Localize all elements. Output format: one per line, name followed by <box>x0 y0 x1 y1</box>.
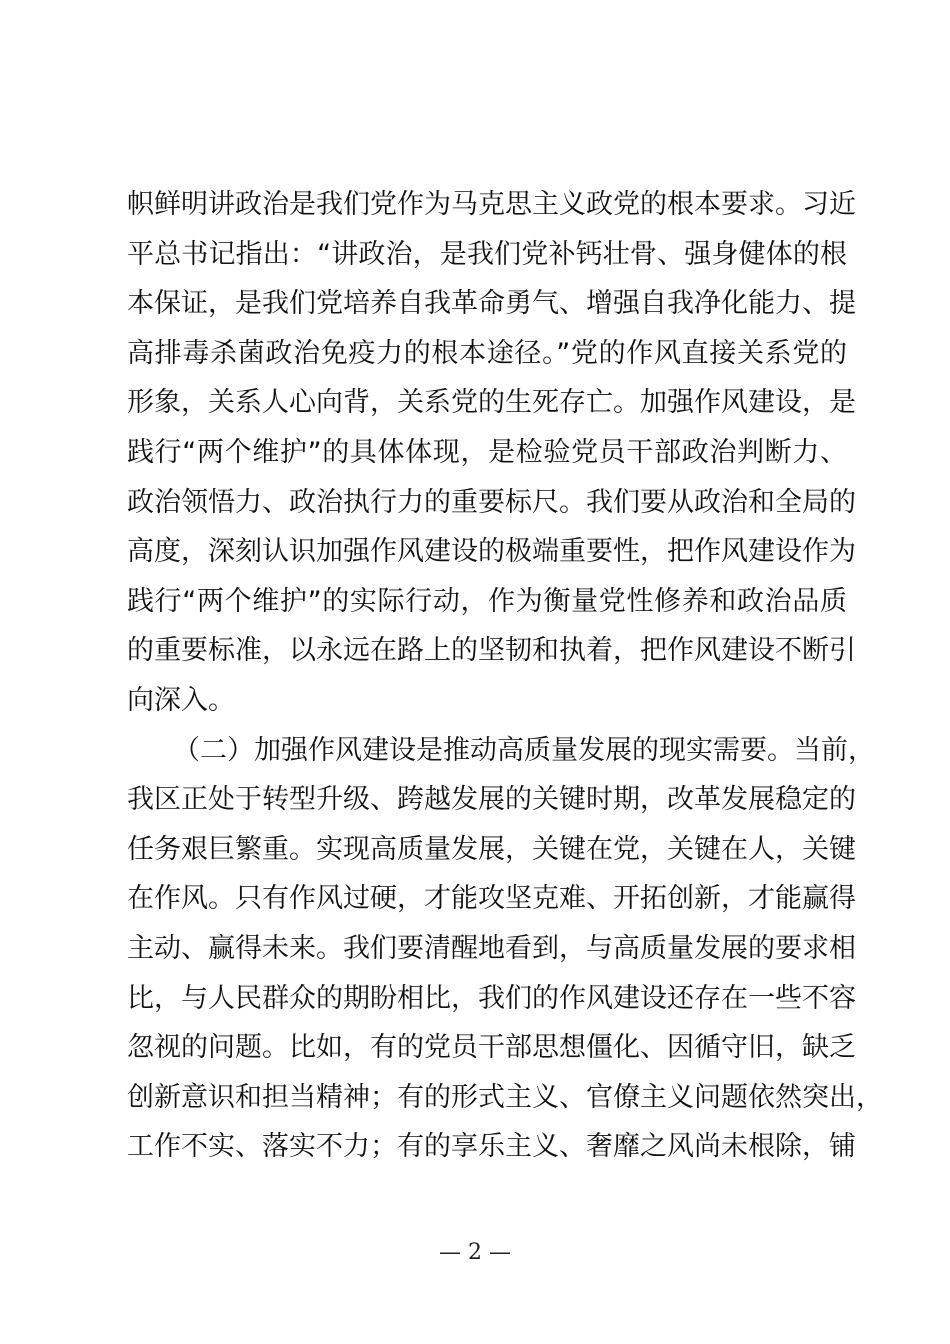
text-line: 任务艰巨繁重。实现高质量发展，关键在党，关键在人，关键 <box>127 833 856 865</box>
text-line: 高排毒杀菌政治免疫力的根本途径。”党的作风直接关系党的 <box>127 337 847 369</box>
paragraph <box>127 726 883 1172</box>
text-line: 向深入。 <box>127 684 235 716</box>
text-line: 践行“两个维护”的实际行动，作为衡量党性修养和政治品质 <box>127 585 847 617</box>
text-line: 形象，关系人心向背，关系党的生死存亡。加强作风建设，是 <box>127 387 856 419</box>
section-heading-line: （二）加强作风建设是推动高质量发展的现实需要。当前， <box>173 734 875 766</box>
text-line: 主动、赢得未来。我们要清醒地看到，与高质量发展的要求相 <box>127 932 856 964</box>
text-line: 在作风。只有作风过硬，才能攻坚克难、开拓创新，才能赢得 <box>127 883 856 915</box>
text-line: 比，与人民群众的期盼相比，我们的作风建设还存在一些不容 <box>127 982 856 1014</box>
text-line: 创新意识和担当精神；有的形式主义、官僚主义问题依然突出， <box>127 1081 883 1113</box>
paragraph <box>127 180 856 726</box>
text-line: 本保证，是我们党培养自我革命勇气、增强自我净化能力、提 <box>127 288 856 320</box>
text-line: 帜鲜明讲政治是我们党作为马克思主义政党的根本要求。习近 <box>127 189 856 220</box>
text-line: 平总书记指出：“讲政治，是我们党补钙壮骨、强身健体的根 <box>127 238 847 270</box>
text-line: 我区正处于转型升级、跨越发展的关键时期，改革发展稳定的 <box>127 784 856 816</box>
page-number: — 2 — <box>439 1240 511 1265</box>
text-line: 忽视的问题。比如，有的党员干部思想僵化、因循守旧，缺乏 <box>127 1032 856 1064</box>
document-body <box>127 180 883 1172</box>
text-line: 高度，深刻认识加强作风建设的极端重要性，把作风建设作为 <box>127 536 856 568</box>
text-line: 政治领悟力、政治执行力的重要标尺。我们要从政治和全局的 <box>127 486 856 518</box>
text-line: 的重要标准，以永远在路上的坚韧和执着，把作风建设不断引 <box>127 635 856 667</box>
text-line: 践行“两个维护”的具体体现，是检验党员干部政治判断力、 <box>127 436 847 468</box>
text-line: 工作不实、落实不力；有的享乐主义、奢靡之风尚未根除，铺 <box>127 1131 856 1163</box>
